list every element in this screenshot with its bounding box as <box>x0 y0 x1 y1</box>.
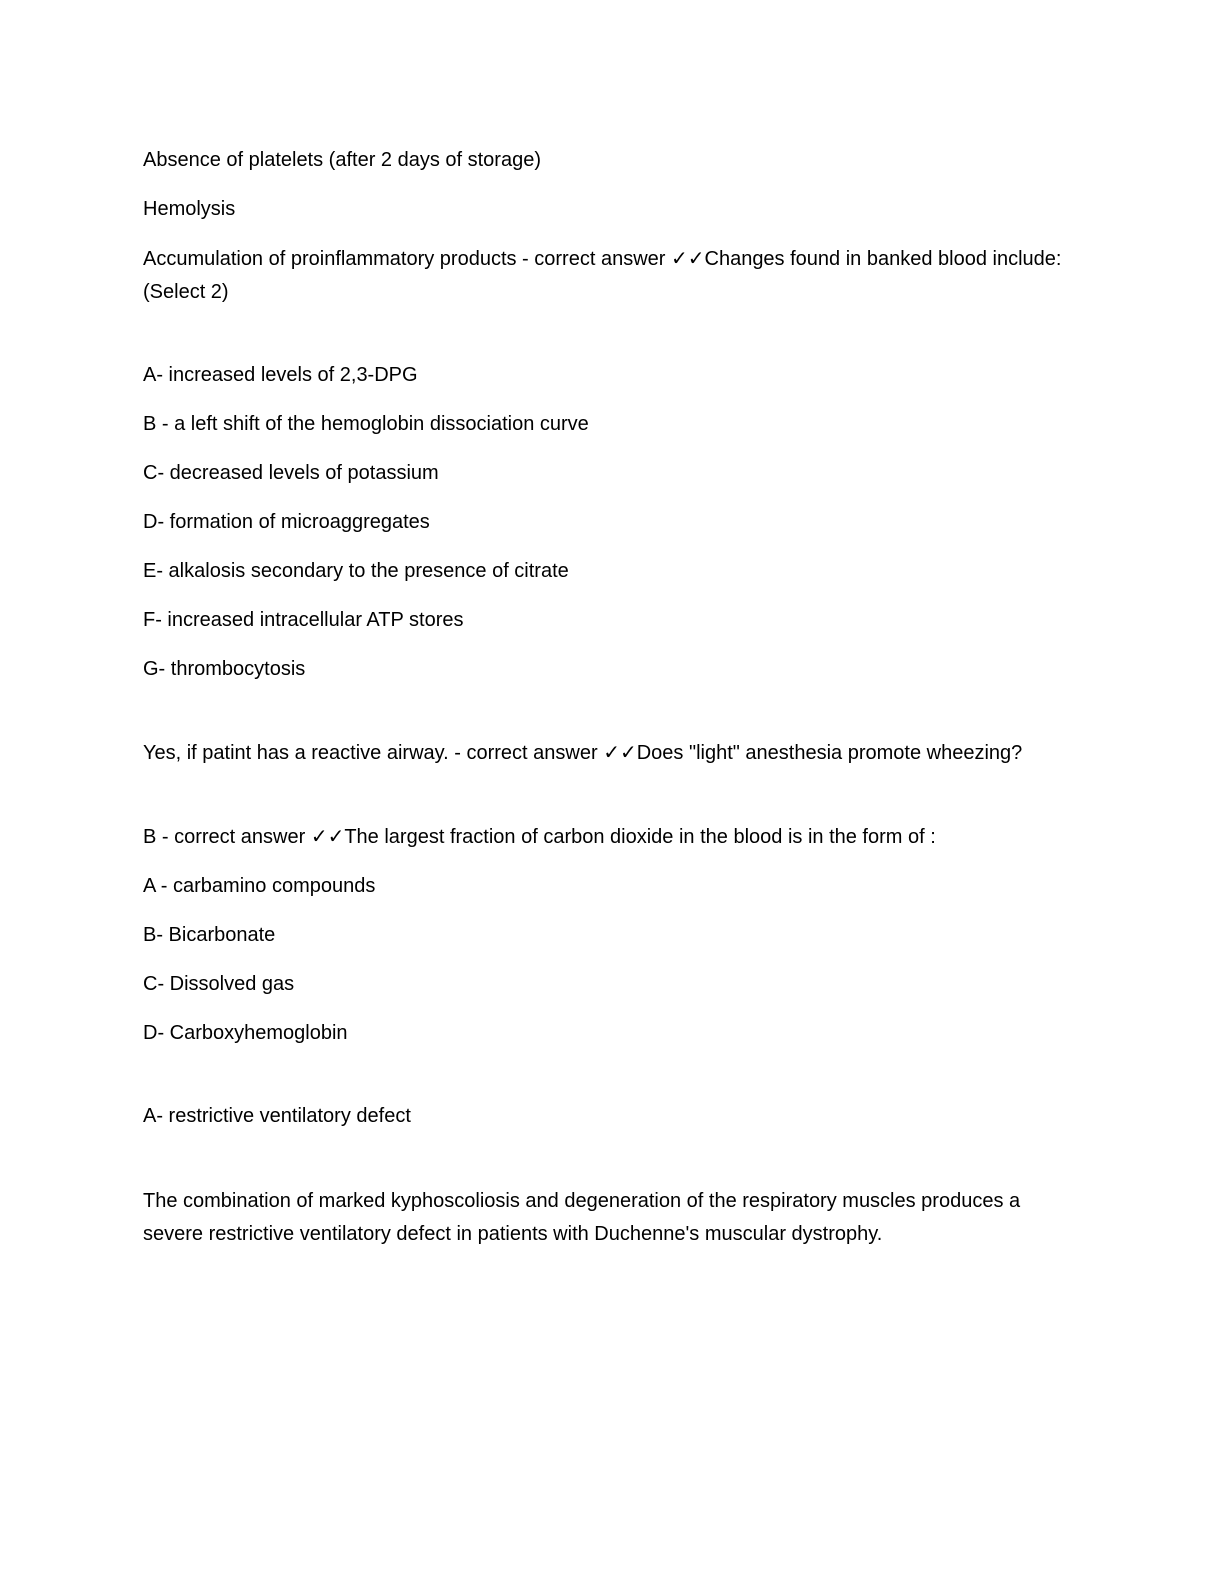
option-line: E- alkalosis secondary to the presence of citrate <box>143 560 569 582</box>
qa-paragraph <box>143 736 1083 770</box>
double-check-icon: ✓✓ <box>670 246 705 270</box>
option-line: B- Bicarbonate <box>143 924 276 946</box>
option-line: D- Carboxyhemoglobin <box>143 1022 348 1044</box>
answer-line: Absence of platelets (after 2 days of storage) <box>143 149 541 171</box>
qa-paragraph <box>143 820 1083 854</box>
option-line: A- increased levels of 2,3-DPG <box>143 364 418 386</box>
option-line: G- thrombocytosis <box>143 658 306 680</box>
option-line: F- increased intracellular ATP stores <box>143 609 464 631</box>
option-line: B - a left shift of the hemoglobin dissociation curve <box>143 413 589 435</box>
question-text: The largest fraction of carbon dioxide in the blood is in the form of : <box>344 826 936 848</box>
explanation-paragraph: The combination of marked kyphoscoliosis and degeneration of the respiratory muscles produces a severe restrictive ventilatory defect in patients with Duchenne's muscular dystrophy. <box>143 1190 1021 1245</box>
answer-text: Accumulation of proinflammatory products - correct answer <box>143 248 671 270</box>
answer-text: Yes, if patint has a reactive airway. - correct answer <box>143 742 604 764</box>
option-line: C- decreased levels of potassium <box>143 462 439 484</box>
double-check-icon: ✓✓ <box>603 740 637 764</box>
option-line: D- formation of microaggregates <box>143 511 430 533</box>
question-text: Changes found in banked blood include: (Select 2) <box>143 248 1062 303</box>
option-line: C- Dissolved gas <box>143 973 295 995</box>
answer-text: B - correct answer <box>143 826 311 848</box>
option-line: A - carbamino compounds <box>143 875 376 897</box>
answer-line: A- restrictive ventilatory defect <box>143 1105 411 1127</box>
question-text: Does "light" anesthesia promote wheezing? <box>636 742 1023 764</box>
qa-paragraph <box>143 242 1083 309</box>
answer-line: Hemolysis <box>143 198 236 220</box>
document-body <box>143 144 1083 1267</box>
double-check-icon: ✓✓ <box>310 824 345 848</box>
